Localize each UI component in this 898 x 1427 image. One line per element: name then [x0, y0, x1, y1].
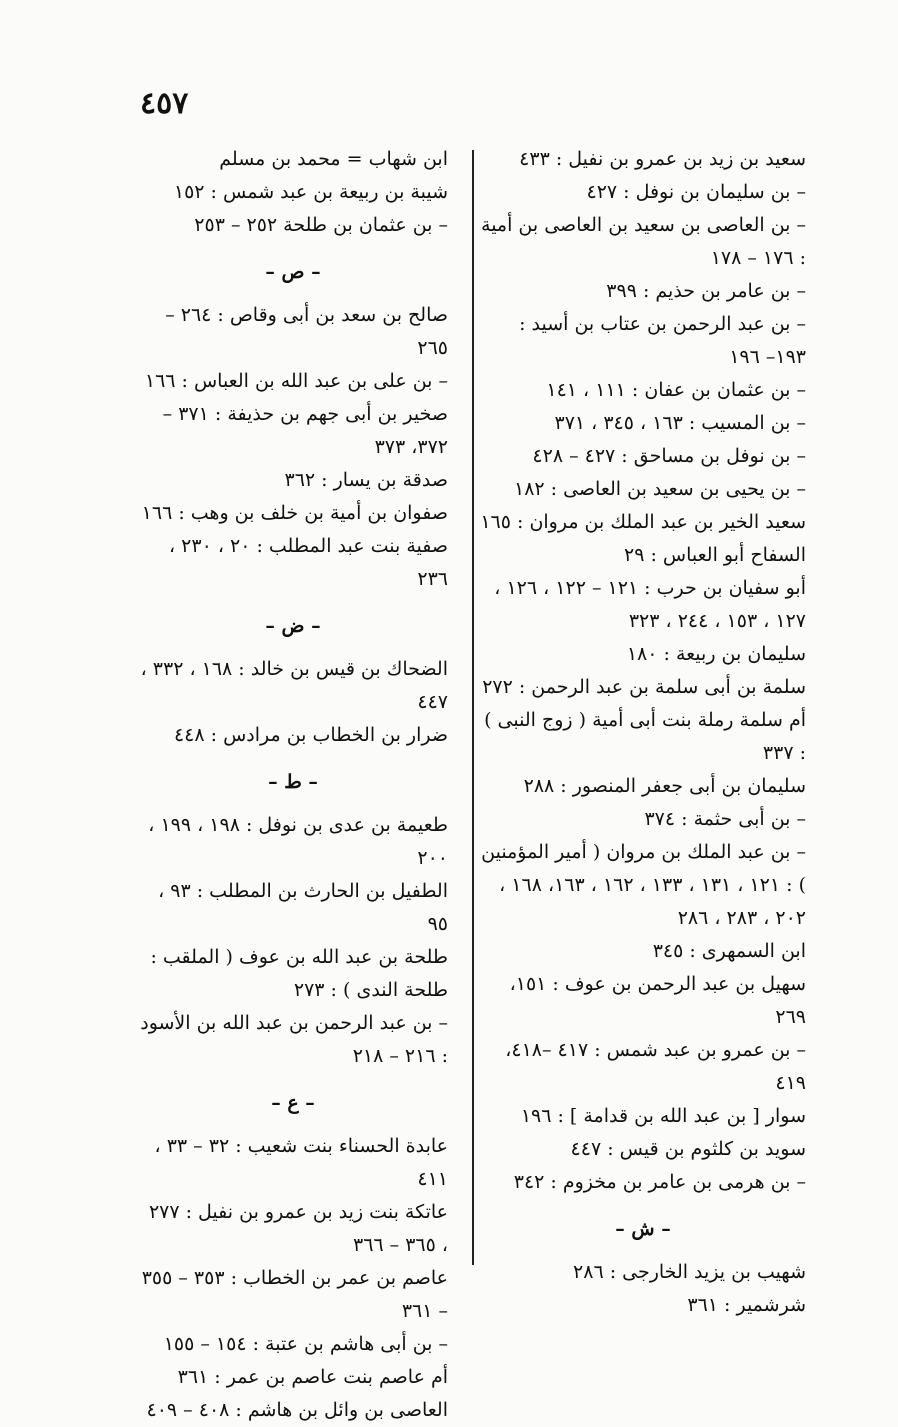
index-entry: – بن عبد الرحمن بن عبد الله بن الأسود : ٢١٦ – ٢١٨: [140, 1012, 448, 1067]
index-entry: – بن عبد الملك بن مروان ( أمير المؤمنين ) : ١٢١ ، ١٣١ ، ١٣٣ ، ١٦٢ ، ١٦٣، ١٦٨ ، ٢٠٢ ، ٢٨٣ ، ٢٨٦: [481, 841, 806, 929]
index-entry: – بن عبد الرحمن بن عتاب بن أسيد : ١٩٣– ١٩٦: [519, 313, 806, 368]
index-entry: أبو سفيان بن حرب : ١٢١ – ١٢٢ ، ١٢٦ ، ١٢٧ ، ١٥٣ ، ٢٤٤ ، ٣٢٣: [494, 577, 806, 632]
index-entry: شرشمير : ٣٦١: [687, 1294, 806, 1316]
index-entry: شيبة بن ربيعة بن عبد شمس : ١٥٢: [173, 181, 448, 203]
index-entry: شهيب بن يزيد الخارجى : ٢٨٦: [573, 1261, 806, 1283]
letter-section-header: – ص –: [265, 261, 321, 283]
index-entry: ابن شهاب = محمد بن مسلم: [219, 148, 448, 170]
index-entry: – بن على بن عبد الله بن العباس : ١٦٦: [144, 370, 448, 392]
index-entry: الضحاك بن قيس بن خالد : ١٦٨ ، ٣٣٢ ، ٤٤٧: [140, 658, 448, 713]
index-entry: سهيل بن عبد الرحمن بن عوف : ١٥١، ٢٦٩: [509, 973, 806, 1028]
column-divider: [472, 150, 474, 1265]
index-entry: سليمان بن ربيعة : ١٨٠: [626, 643, 806, 665]
index-entry: – بن عثمان بن طلحة ٢٥٢ – ٢٥٣: [194, 214, 448, 236]
index-entry: سلمة بن أبى سلمة بن عبد الرحمن : ٢٧٢: [482, 676, 806, 698]
index-entry: أم عاصم بنت عاصم بن عمر : ٣٦١: [177, 1366, 448, 1388]
index-entry: سوار [ بن عبد الله بن قدامة ] : ١٩٦: [520, 1105, 806, 1127]
index-entry: صالح بن سعد بن أبى وقاص : ٢٦٤ – ٢٦٥: [165, 304, 448, 359]
index-entry: – بن سليمان بن نوفل : ٤٢٧: [586, 181, 806, 203]
index-entry: عابدة الحسناء بنت شعيب : ٣٢ – ٣٣ ، ٤١١: [154, 1135, 448, 1190]
index-entry: – بن عمرو بن عبد شمس : ٤١٧ –٤١٨، ٤١٩: [505, 1039, 806, 1094]
index-column-right: [480, 143, 806, 1322]
index-entry: العاصى بن وائل بن هاشم : ٤٠٨ – ٤٠٩: [146, 1399, 448, 1421]
index-entry: – بن أبى حثمة : ٣٧٤: [644, 808, 806, 830]
index-entry: طلحة بن عبد الله بن عوف ( الملقب : طلحة الندى ) : ٢٧٣: [150, 946, 448, 1001]
index-entry: – بن يحيى بن سعيد بن العاصى : ١٨٢: [513, 478, 806, 500]
index-entry: – بن عامر بن حذيم : ٣٩٩: [606, 280, 806, 302]
letter-section-header: – ش –: [615, 1218, 671, 1240]
index-entry: – بن نوفل بن مساحق : ٤٢٧ – ٤٢٨: [532, 445, 806, 467]
letter-section-header: – ط –: [268, 771, 318, 793]
index-entry: عاصم بن عمر بن الخطاب : ٣٥٣ – ٣٥٥ – ٣٦١: [141, 1267, 448, 1322]
index-entry: صخير بن أبى جهم بن حذيفة : ٣٧١ – ٣٧٢، ٣٧٣: [162, 403, 448, 458]
index-entry: ابن السمهرى : ٣٤٥: [652, 940, 806, 962]
index-entry: الطفيل بن الحارث بن المطلب : ٩٣ ، ٩٥: [158, 880, 448, 935]
letter-section-header: – ع –: [271, 1092, 315, 1114]
index-entry: طعيمة بن عدى بن نوفل : ١٩٨ ، ١٩٩ ، ٢٠٠: [148, 814, 448, 869]
index-entry: سعيد بن زيد بن عمرو بن نفيل : ٤٣٣: [519, 148, 806, 170]
index-entry: – بن أبى هاشم بن عتبة : ١٥٤ – ١٥٥: [163, 1333, 448, 1355]
index-entry: صدقة بن يسار : ٣٦٢: [284, 469, 448, 491]
index-column-left: [138, 143, 448, 1427]
index-entry: صفية بنت عبد المطلب : ٢٠ ، ٢٣٠ ، ٢٣٦: [168, 535, 448, 590]
index-entry: – بن المسيب : ١٦٣ ، ٣٤٥ ، ٣٧١: [554, 412, 806, 434]
index-entry: عاتكة بنت زيد بن عمرو بن نفيل : ٢٧٧ ، ٣٦٥ – ٣٦٦: [148, 1201, 448, 1256]
index-entry: – بن عثمان بن عفان : ١١١ ، ١٤١: [546, 379, 806, 401]
letter-section-header: – ض –: [265, 615, 321, 637]
index-entry: سليمان بن أبى جعفر المنصور : ٢٨٨: [523, 775, 806, 797]
index-entry: السفاح أبو العباس : ٢٩: [624, 544, 806, 566]
index-entry: – بن العاصى بن سعيد بن العاصى بن أمية : ١٧٦ – ١٧٨: [481, 214, 806, 269]
page-number: ٤٥٧: [140, 86, 189, 121]
index-entry: سعيد الخير بن عبد الملك بن مروان : ١٦٥: [480, 511, 806, 533]
index-entry: صفوان بن أمية بن خلف بن وهب : ١٦٦: [141, 502, 448, 524]
index-entry: أم سلمة رملة بنت أبى أمية ( زوج النبى ) : ٣٣٧: [484, 709, 806, 764]
index-entry: ضرار بن الخطاب بن مرادس : ٤٤٨: [173, 724, 448, 746]
index-entry: سويد بن كلثوم بن قيس : ٤٤٧: [570, 1138, 806, 1160]
index-entry: – بن هرمى بن عامر بن مخزوم : ٣٤٢: [513, 1171, 806, 1193]
